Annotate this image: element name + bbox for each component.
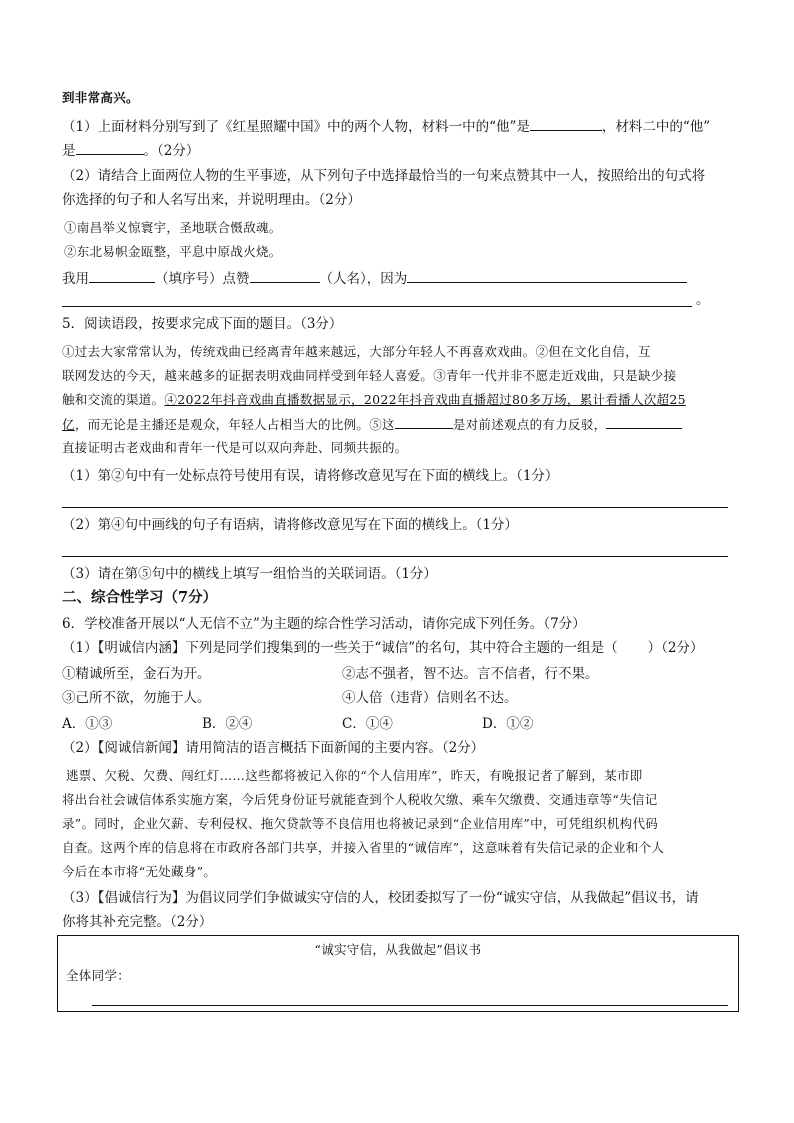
answer-line-sub2[interactable] [62,556,728,557]
choice-c[interactable]: C．①④ [342,716,393,732]
sentence-option-2: ②东北易帜金瓯整，平息中原战火烧。 [64,244,282,259]
proposal-greeting: 全体同学： [66,968,131,983]
choice-d[interactable]: D．①② [482,716,534,732]
q6-task1: （1）【明诚信内涵】下列是同学们搜集到的一些关于“诚信”的名句，其中符合主题的一组是（ ）（2分） [62,640,704,656]
news-line-3: 录”。同时，企业欠薪、专利侵权、拖欠贷款等不良信用也将被记录到“企业信用库”中，可凭组织机构代码 [62,816,659,831]
choice-a[interactable]: A．①③ [62,716,113,732]
proposal-box [57,935,739,1012]
quote-1: ①精诚所至，金石为开。 [62,666,211,682]
news-line-5: 今后在本市将“无处藏身”。 [62,864,217,879]
q4-part1-cont: 是 。（2分） [62,140,199,161]
q4-part1: （1）上面材料分别写到了《红星照耀中国》中的两个人物，材料一中的“他”是 ，材料二中的“他” [62,116,710,137]
q5-sub1: （1）第②句中有一处标点符号使用有误，请将修改意见写在下面的横线上。（1分） [62,468,559,484]
q5-passage-5: 直接证明古老戏曲和青年一代是可以双向奔赴、同频共振的。 [62,440,408,455]
news-line-1: 逃票、欠税、欠费、闯红灯……这些都将被记入你的“个人信用库”，昨天，有晚报记者了解到，某市即 [66,768,643,783]
q5-passage-4: 亿，而无论是主播还是观众，年轻人占相当大的比例。⑤这 是对前述观点的有力反驳， [62,414,682,435]
q5-sub2: （2）第④句中画线的句子有语病，请将修改意见写在下面的横线上。（1分） [62,517,518,533]
sentence-option-1: ①南昌举义惊寰宇，圣地联合慑敌魂。 [64,220,282,235]
choice-b[interactable]: B．②④ [202,716,253,732]
q5-title: 5．阅读语段，按要求完成下面的题目。（3分） [62,316,343,332]
news-line-4: 自查。这两个库的信息将在市政府各部门共享，并接入省里的“诚信库”，这意味着有失信记录的企业和个人 [62,840,665,855]
quote-3: ③己所不欲，勿施于人。 [62,690,211,706]
proposal-title: “诚实守信，从我做起”倡议书 [314,942,482,957]
q4-fill-line: 我用 （填序号）点赞 （人名），因为 [62,268,687,289]
news-line-2: 将出台社会诚信体系实施方案，今后凭身份证号就能查到个人税收欠缴、乘车欠缴费、交通违章等“失信记 [62,792,658,807]
answer-blank[interactable] [530,116,602,131]
conjunction-blank-1[interactable] [395,414,453,429]
answer-blank[interactable] [76,140,144,155]
q5-sub3: （3）请在第⑤句中的横线上填写一组恰当的关联词语。（1分） [62,566,437,582]
q6-task3: （3）【倡诚信行为】为倡议同学们争做诚实守信的人，校团委拟写了一份“诚实守信，从我做起”倡议书，请 [62,890,699,906]
q4-part2-cont: 你选择的句子和人名写出来，并说明理由。（2分） [62,192,361,208]
quote-4: ④人倍（违背）信则名不达。 [342,690,518,706]
q6-title: 6．学校准备开展以“人无信不立”为主题的综合性学习活动，请你完成下列任务。（7分） [62,616,586,632]
reason-blank[interactable] [407,268,687,283]
q6-task3-cont: 你将其补充完整。（2分） [62,914,213,930]
reason-line[interactable] [62,306,692,307]
section-heading: 二、综合性学习（7分） [62,589,218,606]
number-blank[interactable] [89,268,155,283]
quote-2: ②志不强者，智不达。言不信者，行不果。 [342,666,599,682]
q5-passage-2: 联网发达的今天，越来越多的证据表明戏曲同样受到年轻人喜爱。③青年一代并非不愿走近戏曲，只是缺少接 [62,368,677,383]
q6-task2: （2）【阅诚信新闻】请用简洁的语言概括下面新闻的主要内容。（2分） [62,740,485,756]
answer-line-sub1[interactable] [62,507,728,508]
intro-tail: 到非常高兴。 [62,90,139,105]
proposal-writing-line[interactable] [92,1005,728,1006]
q5-passage-3: 触和交流的渠道。④2022年抖音戏曲直播数据显示，2022年抖音戏曲直播超过80多万场，累计看播人次超25 [62,392,686,407]
reason-end: 。 [696,292,710,308]
q5-passage-1: ①过去大家常常认为，传统戏曲已经离青年越来越远，大部分年轻人不再喜欢戏曲。②但在文化自信，互 [62,344,651,359]
q4-part2: （2）请结合上面两位人物的生平事迹，从下列句子中选择最恰当的一句来点赞其中一人，按照给出的句式将 [62,168,706,184]
conjunction-blank-2[interactable] [606,414,682,429]
name-blank[interactable] [250,268,320,283]
